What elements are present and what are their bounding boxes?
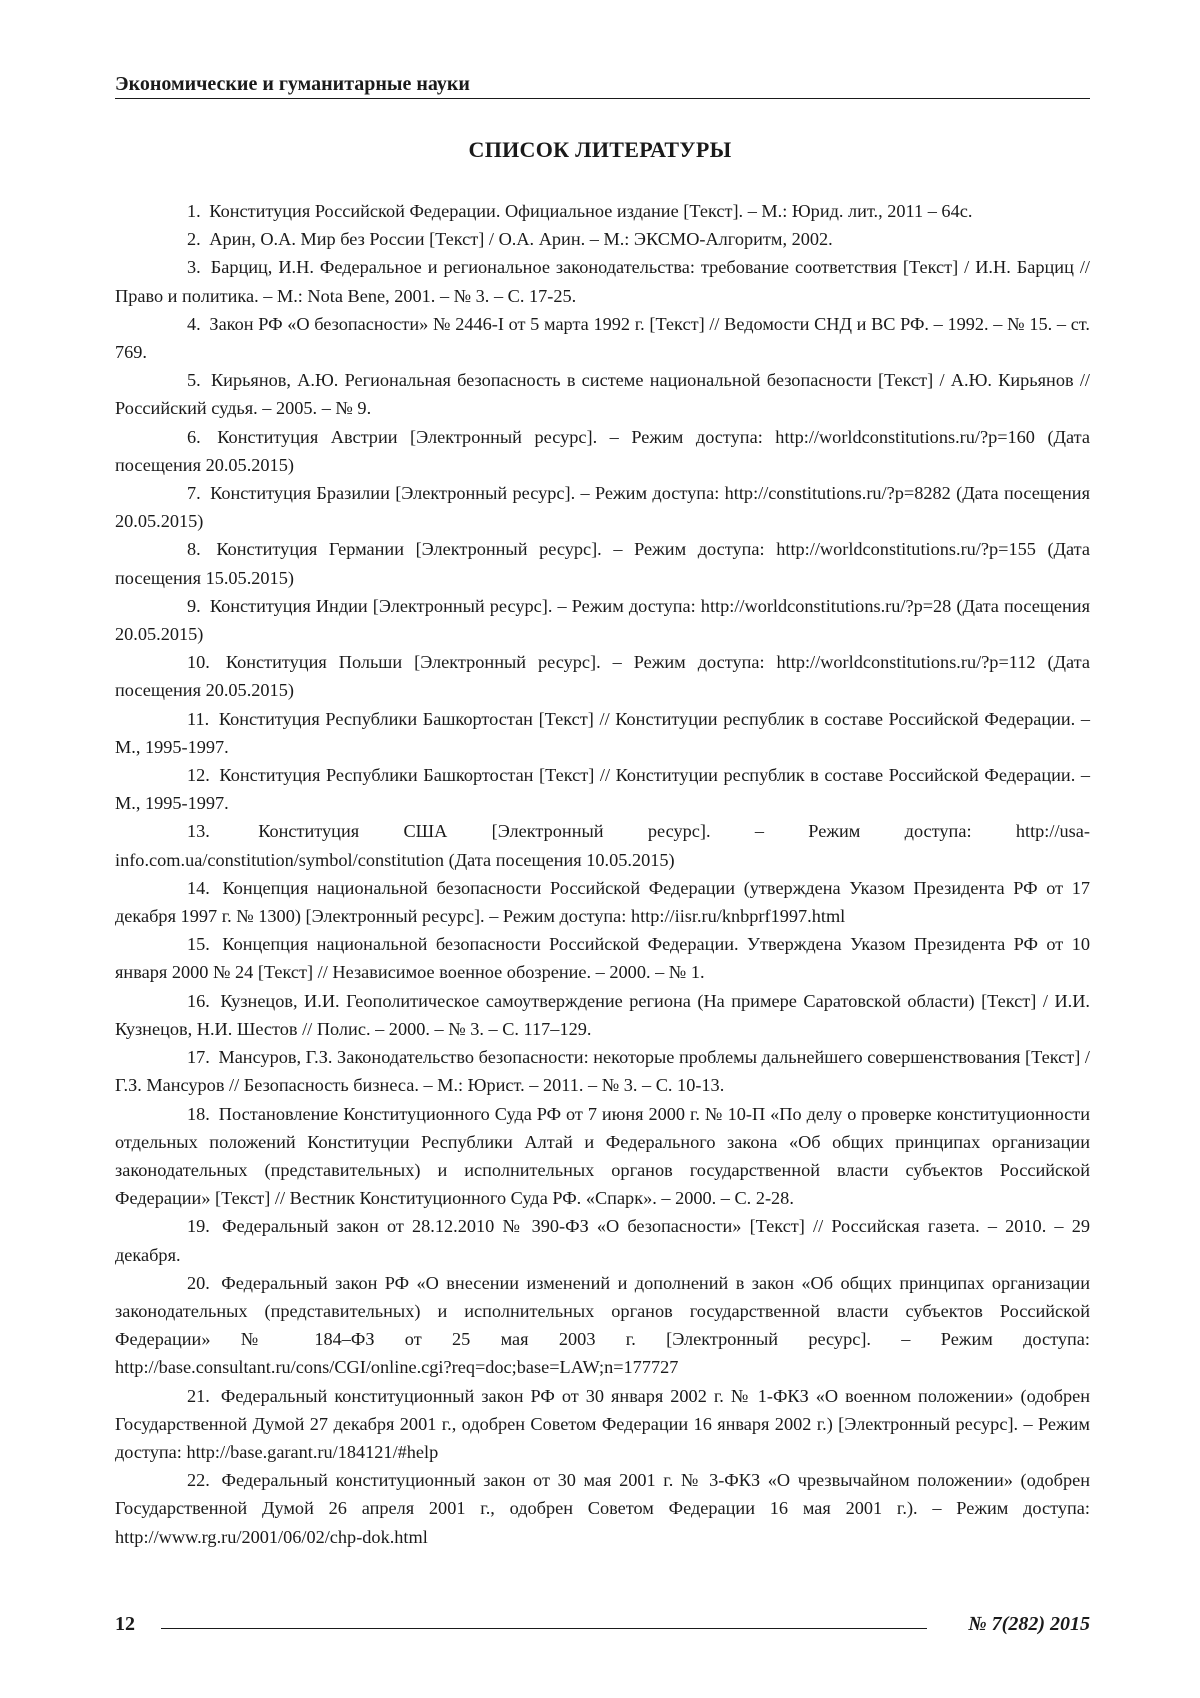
reference-text: Конституция Австрии [Электронный ресурс]. – Режим доступа: http://worldconstitutions.ru/?p=160 (Дата посещения 20.05.2015) — [115, 427, 1090, 475]
reference-item — [115, 874, 1090, 930]
reference-item — [115, 592, 1090, 648]
reference-item — [115, 761, 1090, 817]
reference-text: Конституция Республики Башкортостан [Текст] // Конституции республик в составе Российской Федерации. – М., 1995-1997. — [115, 709, 1090, 757]
reference-number: 5. — [187, 370, 201, 390]
reference-item — [115, 987, 1090, 1043]
reference-text: Федеральный закон РФ «О внесении изменений и дополнений в закон «Об общих принципах организации законодательных (представительных) и исполнительных органов государственной власти субъектов Российской Федерации» № 184–ФЗ от 25 мая 2003 г. [Электронный ресурс]. – Режим доступа: http://base.consultant.ru/cons/CGI/online.cgi?req=doc;base=LAW;n=177727 — [115, 1273, 1090, 1378]
reference-text: Конституция Российской Федерации. Официальное издание [Текст]. – М.: Юрид. лит., 2011 – 64с. — [209, 201, 972, 221]
reference-number: 12. — [187, 765, 210, 785]
running-header: Экономические и гуманитарные науки — [115, 72, 1090, 99]
reference-item — [115, 930, 1090, 986]
reference-number: 19. — [187, 1216, 210, 1236]
reference-number: 8. — [187, 539, 201, 559]
reference-text: Кузнецов, И.И. Геополитическое самоутверждение региона (На примере Саратовской области) [Текст] / И.И. Кузнецов, Н.И. Шестов // Полис. – 2000. – № 3. – С. 117–129. — [115, 991, 1090, 1039]
reference-number: 20. — [187, 1273, 210, 1293]
reference-number: 15. — [187, 934, 210, 954]
reference-text: Концепция национальной безопасности Российской Федерации. Утверждена Указом Президента РФ от 10 января 2000 № 24 [Текст] // Независимое военное обозрение. – 2000. – № 1. — [115, 934, 1090, 982]
reference-item — [115, 423, 1090, 479]
reference-item — [115, 705, 1090, 761]
document-page — [0, 0, 1200, 1698]
reference-number: 21. — [187, 1386, 210, 1406]
reference-item — [115, 1466, 1090, 1551]
reference-text: Федеральный конституционный закон от 30 мая 2001 г. № 3-ФКЗ «О чрезвычайном положении» (одобрен Государственной Думой 26 апреля 2001 г., одобрен Советом Федерации 16 мая 2001 г.). – Режим доступа: http://www.rg.ru/2001/06/02/chp-dok.html — [115, 1470, 1090, 1546]
reference-number: 1. — [187, 201, 201, 221]
reference-item — [115, 648, 1090, 704]
reference-item — [115, 1043, 1090, 1099]
reference-item — [115, 1269, 1090, 1382]
reference-number: 10. — [187, 652, 210, 672]
reference-text: Конституция Польши [Электронный ресурс]. – Режим доступа: http://worldconstitutions.ru/?p=112 (Дата посещения 20.05.2015) — [115, 652, 1090, 700]
reference-number: 22. — [187, 1470, 210, 1490]
reference-text: Конституция Германии [Электронный ресурс]. – Режим доступа: http://worldconstitutions.ru/?p=155 (Дата посещения 15.05.2015) — [115, 539, 1090, 587]
reference-text: Конституция Индии [Электронный ресурс]. – Режим доступа: http://worldconstitutions.ru/?p=28 (Дата посещения 20.05.2015) — [115, 596, 1090, 644]
reference-text: Закон РФ «О безопасности» № 2446-I от 5 марта 1992 г. [Текст] // Ведомости СНД и ВС РФ. – 1992. – № 15. – ст. 769. — [115, 314, 1090, 362]
reference-item — [115, 366, 1090, 422]
reference-list — [115, 197, 1090, 1551]
reference-number: 14. — [187, 878, 210, 898]
reference-number: 17. — [187, 1047, 210, 1067]
page-footer — [115, 1613, 1090, 1643]
reference-item — [115, 253, 1090, 309]
reference-text: Арин, О.А. Мир без России [Текст] / О.А. Арин. – М.: ЭКСМО-Алгоритм, 2002. — [209, 229, 832, 249]
reference-number: 16. — [187, 991, 210, 1011]
reference-number: 2. — [187, 229, 201, 249]
reference-item — [115, 817, 1090, 873]
footer-rule — [161, 1628, 927, 1629]
reference-text: Постановление Конституционного Суда РФ от 7 июня 2000 г. № 10-П «По делу о проверке конституционности отдельных положений Конституции Республики Алтай и Федерального закона «Об общих принципах организации законодательных (представительных) и исполнительных органов государственной власти субъектов Российской Федерации» [Текст] // Вестник Конституционного Суда РФ. «Спарк». – 2000. – С. 2-28. — [115, 1104, 1090, 1209]
reference-number: 11. — [187, 709, 209, 729]
reference-text: Концепция национальной безопасности Российской Федерации (утверждена Указом Президента РФ от 17 декабря 1997 г. № 1300) [Электронный ресурс]. – Режим доступа: http://iisr.ru/knbprf1997.html — [115, 878, 1090, 926]
reference-item — [115, 225, 1090, 253]
reference-item — [115, 1100, 1090, 1213]
reference-text: Мансуров, Г.З. Законодательство безопасности: некоторые проблемы дальнейшего совершенствования [Текст] / Г.З. Мансуров // Безопасность бизнеса. – М.: Юрист. – 2011. – № 3. – С. 10-13. — [115, 1047, 1090, 1095]
reference-item — [115, 479, 1090, 535]
reference-number: 13. — [187, 821, 210, 841]
reference-text: Конституция Республики Башкортостан [Текст] // Конституции республик в составе Российской Федерации. – М., 1995-1997. — [115, 765, 1090, 813]
reference-item — [115, 1382, 1090, 1467]
reference-item — [115, 197, 1090, 225]
reference-item — [115, 535, 1090, 591]
reference-text: Барциц, И.Н. Федеральное и региональное законодательства: требование соответствия [Текст] / И.Н. Барциц // Право и политика. – М.: Nota Bene, 2001. – № 3. – С. 17-25. — [115, 257, 1090, 305]
reference-number: 9. — [187, 596, 201, 616]
issue-number: № 7(282) 2015 — [968, 1613, 1090, 1636]
reference-item — [115, 310, 1090, 366]
reference-number: 4. — [187, 314, 201, 334]
page-number: 12 — [115, 1613, 135, 1636]
reference-text: Федеральный закон от 28.12.2010 № 390-ФЗ «О безопасности» [Текст] // Российская газета. – 2010. – 29 декабря. — [115, 1216, 1090, 1264]
reference-number: 6. — [187, 427, 201, 447]
reference-text: Конституция США [Электронный ресурс]. – Режим доступа: http://usa-info.com.ua/constitution/symbol/constitution (Дата посещения 10.05.2015) — [115, 821, 1090, 869]
reference-number: 18. — [187, 1104, 210, 1124]
reference-text: Конституция Бразилии [Электронный ресурс]. – Режим доступа: http://constitutions.ru/?p=8282 (Дата посещения 20.05.2015) — [115, 483, 1090, 531]
reference-number: 3. — [187, 257, 201, 277]
section-title: СПИСОК ЛИТЕРАТУРЫ — [0, 137, 1200, 163]
reference-text: Федеральный конституционный закон РФ от 30 января 2002 г. № 1-ФКЗ «О военном положении» (одобрен Государственной Думой 27 декабря 2001 г., одобрен Советом Федерации 16 января 2002 г.) [Электронный ресурс]. – Режим доступа: http://base.garant.ru/184121/#help — [115, 1386, 1090, 1462]
reference-item — [115, 1212, 1090, 1268]
reference-number: 7. — [187, 483, 201, 503]
reference-text: Кирьянов, А.Ю. Региональная безопасность в системе национальной безопасности [Текст] / А.Ю. Кирьянов // Российский судья. – 2005. – № 9. — [115, 370, 1090, 418]
